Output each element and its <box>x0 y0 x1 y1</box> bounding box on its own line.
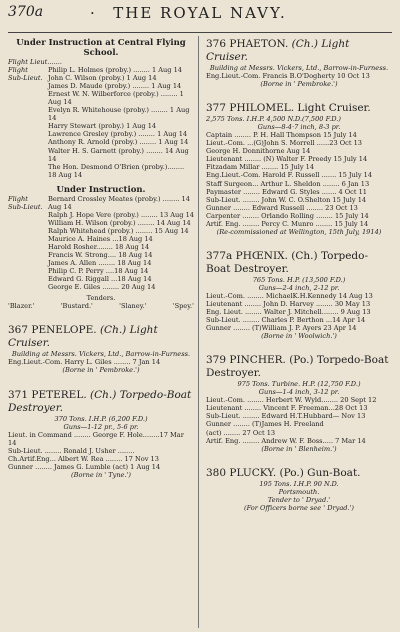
officer-entry: Walter H. S. Garnett (proby.) ........ 14 Aug 14 <box>48 146 189 163</box>
under-list <box>8 195 194 292</box>
central-list <box>8 66 194 179</box>
officer-entry: Ch.Artif.Eng... Albert W. Rea ........ 17 Nov 13 <box>8 454 159 463</box>
officer-entry: Harry Stewart (proby.) 1 Aug 14 <box>48 122 157 131</box>
officer-entry: Maurice A. Haines ...18 Aug 14 <box>48 234 153 243</box>
page-number: 370a <box>8 4 44 20</box>
phaeton-name: 376 PHAETON. <box>206 38 289 50</box>
penelope-class: (Ch.) <box>99 324 127 337</box>
rank-labels <box>8 66 48 179</box>
officer-entry: Gunner ........ (T)James H. Freeland <box>206 420 324 429</box>
officer-entry: James A. Allen ........ 18 Aug 14 <box>48 259 152 268</box>
officer-entry: Ernest W. N. Wilberforce (proby.) ........ 1 Aug 14 <box>48 90 184 107</box>
philomel-tons: 2,575 Tons. I.H.P. 4,500 N.D.(7,500 F.D.) <box>206 115 341 124</box>
officer-entry: Ralph J. Hope Vere (proby.) ........ 13 Aug 14 <box>48 210 195 219</box>
pincher-heading: 379 PINCHER. (Po.) Torpedo-Boat Destroyer. <box>206 354 389 380</box>
phaeton-borne: (Borne in ' Pembroke.') <box>260 80 338 89</box>
right-column <box>206 38 392 512</box>
phaeton-type: Light Cruiser. <box>206 38 350 63</box>
penelope-building: Building at Messrs. Vickers, Ltd., Barrow-in-Furness. <box>11 350 191 359</box>
page-title: THE ROYAL NAVY. <box>113 4 287 22</box>
penelope-heading <box>8 324 194 350</box>
peterel-borne: (Borne in ' Tyne.') <box>71 470 131 479</box>
officer-entry: Eng.Lieut.-Com. Harold F. Russell ....... 15 July 14 <box>206 171 373 180</box>
sub-lieut-label: Sub-Lieut. <box>8 74 43 83</box>
officer-entry: Artif. Eng. ........ Percy C. Munro ........ 15 July 14 <box>206 219 369 228</box>
officer-entry: Francis W. Strong.... 18 Aug 14 <box>48 251 153 260</box>
officer-entry: John C. Wilson (proby.) 1 Aug 14 <box>48 74 157 83</box>
under-entries <box>48 195 194 292</box>
plucky-tons: 195 Tons. I.H.P. 90 N.D. <box>259 479 339 488</box>
penelope-borne: (Borne in ' Pembroke.') <box>62 366 140 375</box>
phaeton-officer: Eng.Lieut.-Com. Francis B.O'Dogherty 10 Oct 13 <box>206 72 370 81</box>
tender-name: 'Bustard.' <box>60 302 93 311</box>
officer-entry: Lieut. in Command ........ George F. Hole........17 Mar 14 <box>8 430 184 447</box>
peterel-heading <box>8 389 194 415</box>
column-divider <box>198 36 199 628</box>
phoenix-heading: 377a PHŒNIX. (Ch.) Torpedo-Boat Destroyer. <box>206 249 369 275</box>
peterel-type: Torpedo-Boat Destroyer. <box>8 388 192 414</box>
officer-entry: James D. Maude (proby.) ........ 1 Aug 14 <box>48 82 182 91</box>
philomel-recommissioned: (Re-commissioned at Wellington, 15th July, 1914) <box>216 227 382 236</box>
officer-entry: Philip C. P. Perry ....18 Aug 14 <box>48 267 149 276</box>
officer-entry: Lieutenant ........ (N) Walter F. Preedy 15 July 14 <box>206 155 368 164</box>
central-flying-school-heading: Under Instruction at Central Flying School. <box>16 38 186 58</box>
flight-lieut-label: Flight Lieut....... <box>8 58 62 66</box>
tender-name: 'Spey.' <box>172 302 194 311</box>
plucky-heading: 380 PLUCKY. (Po.) Gun-Boat. <box>206 466 361 479</box>
tender-name: 'Slaney.' <box>119 302 147 311</box>
officer-entry: Lieutenant ........ Vincent F. Freeman...28 Oct 13 <box>206 404 368 413</box>
tenders-row <box>8 302 194 310</box>
officer-entry: Artif. Eng. ........ Andrew W. F. Boss..... 7 Mar 14 <box>206 436 366 445</box>
officer-entry: Ralph Whitehead (proby.) ........ 15 Aug 14 <box>48 226 189 235</box>
peterel-officers <box>8 431 194 471</box>
page-header <box>8 4 392 24</box>
peterel-class: (Ch.) <box>90 388 117 401</box>
officer-entry: Staff Surgeon... Arthur L. Sheldon ........ 6 Jan 13 <box>206 179 370 188</box>
officer-entry: William H. Wilson (proby.) ........ 14 Aug 14 <box>48 218 191 227</box>
officer-entry: George H. Donnithorne Aug 14 <box>206 147 311 156</box>
officer-entry: Sub-Lieut. ........ John W. C. O.Shelton 15 July 14 <box>206 195 367 204</box>
officer-entry: (act) ........ 27 Oct 13 <box>206 428 276 437</box>
philomel-officers <box>206 131 392 228</box>
pincher-guns: Guns—1-4 inch, 3-12 pr. <box>258 388 340 397</box>
flight-label: Flight <box>8 66 28 75</box>
phoenix-tons: 765 Tons. H.P. (13,500 F.D.) <box>252 275 346 284</box>
officer-entry: The Hon. Desmond O'Brien (proby.)........ 18 Aug 14 <box>48 162 185 179</box>
officer-entry: Paymaster ........ Edward G. Styles ....... 4 Oct 11 <box>206 187 368 196</box>
pincher-borne: (Borne in ' Blenheim.') <box>261 444 337 453</box>
officer-entry: Gunner ........ (T)William J. P. Ayers 23 Apr 14 <box>206 324 357 333</box>
phoenix-guns: Guns—2-4 inch, 2-12 pr. <box>258 283 340 292</box>
under-instruction-heading: Under Instruction. <box>56 184 146 195</box>
philomel-guns: Guns—8-4·7 inch, 8-3 pr. <box>257 123 341 132</box>
officer-entry: Carpenter ........ Orlando Rolling ........ 15 July 14 <box>206 211 369 220</box>
phaeton-heading <box>206 38 392 64</box>
officer-entry: Captain ........ P. H. Hall Thompson 15 July 14 <box>206 131 357 140</box>
left-column <box>8 38 194 479</box>
penelope-officer: Eng.Lieut.-Com. Harry L. Giles ........ 7 Jan 14 <box>8 358 161 367</box>
phoenix-officers <box>206 292 392 332</box>
officer-entry: Evelyn R. Whitehouse (proby.) ........ 1 Aug 14 <box>48 106 190 123</box>
tender-name: 'Blazer.' <box>8 302 35 311</box>
phaeton-class: (Ch.) <box>291 38 318 50</box>
officer-entry: Eng. Lieut. ........ Walter J. Mitchell........ 9 Aug 13 <box>206 308 371 317</box>
peterel-guns: Guns—1-12 pr., 5-6 pr. <box>63 422 139 431</box>
officer-entry: Philip L. Holmes (proby.) ........ 1 Aug 14 <box>48 66 182 75</box>
central-entries <box>48 66 194 179</box>
pincher-tons: 975 Tons. Turbine. H.P. (12,750 F.D.) <box>237 380 361 389</box>
officer-entry: Harold Rosher........ 18 Aug 14 <box>48 242 150 251</box>
officer-entry: George E. Giles ........ 20 Aug 14 <box>48 283 156 292</box>
flight-label-under: Flight <box>8 194 28 203</box>
phoenix-borne: (Borne in ' Woolwich.') <box>261 332 337 341</box>
sub-lieut-label-under: Sub-Lieut. <box>8 202 43 211</box>
phaeton-building: Building at Messrs. Vickers, Ltd., Barrow-in-Furness. <box>209 64 389 72</box>
officer-entry: Fitzadam Millar ........ 15 July 14 <box>206 163 315 172</box>
officer-entry: Sub-Lieut. ........ Edward H.T.Hubbard— Nov 13 <box>206 412 366 421</box>
tenders-heading: Tenders. <box>86 294 116 303</box>
penelope-name: 367 PENELOPE. <box>8 324 97 337</box>
officer-entry: Edward G. Riggall ...18 Aug 14 <box>48 275 152 284</box>
peterel-tons: 370 Tons. I.H.P. (6,200 F.D.) <box>54 414 148 423</box>
plucky-tender: Tender to ' Dryad.' <box>267 495 331 504</box>
officer-entry: Anthony R. Arnold (proby.) ........ 1 Aug 14 <box>48 138 189 147</box>
officer-entry: Gunner ........ James G. Lumble (act) 1 Aug 14 <box>8 462 161 471</box>
philomel-heading: 377 PHILOMEL. Light Cruiser. <box>206 102 371 115</box>
penelope-type: Light Cruiser. <box>8 324 158 350</box>
officer-entry: Lieut.-Com. ........ MichaelK.H.Kennedy 14 Aug 13 <box>206 291 373 300</box>
officer-entry: Lieutenant ........ John D. Harvey ........ 30 May 13 <box>206 299 371 308</box>
header-dot: · <box>90 4 95 22</box>
officer-entry: Sub-Lieut. ........ Ronald J. Usher ........ <box>8 446 135 455</box>
header-rule <box>8 32 392 33</box>
officer-entry: Lawrence Gresley (proby.) ........ 1 Aug 14 <box>48 130 188 139</box>
officer-entry: Lieut.-Com. ........ Herbert W. Wyld........ 20 Sept 12 <box>206 396 377 405</box>
plucky-base: Portsmouth. <box>278 487 320 496</box>
officer-entry: Lieut.-Com. ...(G)John S. Morrell ......23 Oct 13 <box>206 139 362 148</box>
pincher-officers <box>206 396 392 444</box>
peterel-name: 371 PETEREL. <box>8 388 87 401</box>
rank-labels-under <box>8 195 48 292</box>
plucky-officers-note: (For Officers borne see ' Dryad.') <box>244 503 354 512</box>
officer-entry: Sub-Lieut. ........ Charles P. Berthon ...14 Apr 14 <box>206 316 366 325</box>
officer-entry: Gunner ........ Edward Russell ........ 23 Oct 13 <box>206 203 358 212</box>
officer-entry: Bernard Crossley Meates (proby.) ........ 14 Aug 14 <box>48 194 190 211</box>
